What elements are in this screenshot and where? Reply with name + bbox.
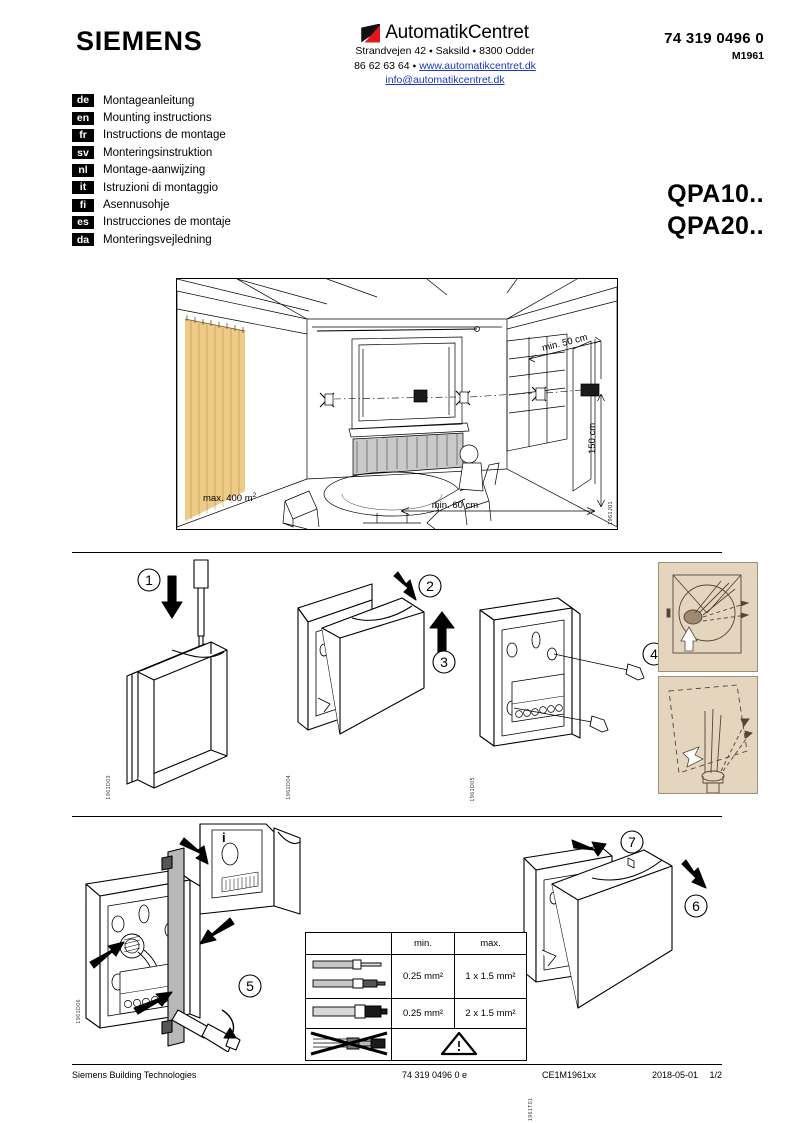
- language-badge-sv: sv: [72, 146, 94, 159]
- language-item: [72, 179, 231, 196]
- area-note-label: max. 400 $m^2$: [203, 492, 257, 504]
- divider-middle: [72, 816, 722, 817]
- dim-width-label: min. 60 cm: [431, 500, 479, 511]
- step-code-5: 1961D06: [76, 999, 82, 1024]
- language-label-fr: Instructions de montage: [103, 129, 226, 142]
- dim-top-label: min. 50 cm: [541, 331, 589, 354]
- language-label-fi: Asennusohje: [103, 199, 170, 212]
- language-item: [72, 144, 231, 161]
- partner-name: AutomatikCentret: [385, 22, 529, 43]
- wire-icon-stranded: [306, 955, 392, 999]
- product-title-block: [667, 178, 764, 242]
- step-code-1: 1961D03: [106, 775, 112, 800]
- room-placement-figure: [176, 278, 618, 530]
- language-badge-it: it: [72, 181, 94, 194]
- language-label-es: Instrucciones de montaje: [103, 216, 231, 229]
- info-marker-i: i: [222, 830, 226, 845]
- step-number-7: 7: [628, 834, 636, 850]
- language-list: [72, 92, 231, 249]
- language-badge-de: de: [72, 94, 94, 107]
- language-badge-fi: fi: [72, 199, 94, 212]
- language-item: [72, 127, 231, 144]
- table-row: [306, 955, 527, 999]
- table-warning-row: [306, 1029, 527, 1061]
- step-code-4: 1961D05: [470, 777, 476, 802]
- siemens-logo: SIEMENS: [76, 26, 203, 56]
- partner-contact-block: [300, 22, 590, 88]
- step-code-2: 1961D04: [286, 775, 292, 800]
- document-header: [0, 0, 794, 95]
- wire-icon-ferrule: [306, 999, 392, 1029]
- language-badge-en: en: [72, 112, 94, 125]
- language-label-en: Mounting instructions: [103, 112, 212, 125]
- language-label-sv: Monteringsinstruktion: [103, 146, 213, 159]
- forbidden-wire-icon: [306, 1029, 392, 1061]
- dim-height-label: 150 cm: [587, 422, 598, 454]
- figure-drawing-code: 1961J01: [608, 501, 614, 525]
- footer-date: 2018-05-01: [652, 1070, 699, 1080]
- cable-entry-detail-2: [658, 676, 758, 794]
- footer-ce-code: CE1M1961xx: [542, 1070, 597, 1080]
- document-footer: [72, 1064, 722, 1086]
- step-number-2: 2: [426, 578, 434, 594]
- language-item: [72, 92, 231, 109]
- language-item: [72, 231, 231, 248]
- warning-triangle-icon: [392, 1029, 527, 1061]
- partner-phone: 86 62 63 64 ⬩: [354, 59, 420, 72]
- footer-company: Siemens Building Technologies: [72, 1070, 197, 1080]
- document-number: 74 319 0496 0: [664, 30, 764, 47]
- step-number-3: 3: [440, 654, 448, 670]
- wire-max-2: 2 x 1.5 mm²: [455, 999, 527, 1029]
- document-code: M1961: [731, 50, 764, 62]
- language-label-it: Istruzioni di montaggio: [103, 181, 219, 194]
- partner-address: Strandvejen 42 ⬩ Saksild ⬩ 8300 Odder: [355, 45, 535, 57]
- document-number-block: [664, 30, 764, 62]
- table-header-min: min.: [392, 933, 455, 955]
- language-badge-es: es: [72, 216, 94, 229]
- partner-website-link[interactable]: www.automatikcentret.dk: [419, 59, 536, 72]
- step-number-5: 5: [246, 978, 254, 994]
- language-item: [72, 162, 231, 179]
- wire-specification-table: [305, 932, 527, 1061]
- wire-min-1: 0.25 mm²: [392, 955, 455, 999]
- table-header-max: max.: [455, 933, 527, 955]
- divider-top: [72, 552, 722, 553]
- step-number-1: 1: [145, 572, 153, 588]
- step-number-4: 4: [650, 646, 658, 662]
- language-badge-da: da: [72, 233, 94, 246]
- automatikcentret-logo-icon: [361, 24, 380, 43]
- language-label-nl: Montage-aanwijzing: [103, 164, 206, 177]
- product-title-qpa10: QPA10..: [667, 180, 764, 208]
- step-number-6: 6: [692, 898, 700, 914]
- language-badge-fr: fr: [72, 129, 94, 142]
- cable-entry-detail-1: [658, 562, 758, 672]
- language-item: [72, 196, 231, 213]
- partner-email-link[interactable]: info@automatikcentret.dk: [385, 74, 505, 86]
- language-badge-nl: nl: [72, 164, 94, 177]
- table-row: [306, 999, 527, 1029]
- table-drawing-code: 1961T01: [528, 1097, 534, 1121]
- steps-group-upper: [72, 558, 722, 818]
- wire-min-2: 0.25 mm²: [392, 999, 455, 1029]
- language-label-de: Montageanleitung: [103, 94, 195, 107]
- table-header-blank: [306, 933, 392, 955]
- table-header-row: [306, 933, 527, 955]
- footer-page-number: 1/2: [709, 1070, 722, 1080]
- footer-document-number: 74 319 0496 0 e: [402, 1070, 468, 1080]
- product-title-qpa20: QPA20..: [667, 212, 764, 240]
- language-label-da: Monteringsvejledning: [103, 233, 212, 246]
- language-item: [72, 214, 231, 231]
- wire-max-1: 1 x 1.5 mm²: [455, 955, 527, 999]
- language-item: [72, 109, 231, 126]
